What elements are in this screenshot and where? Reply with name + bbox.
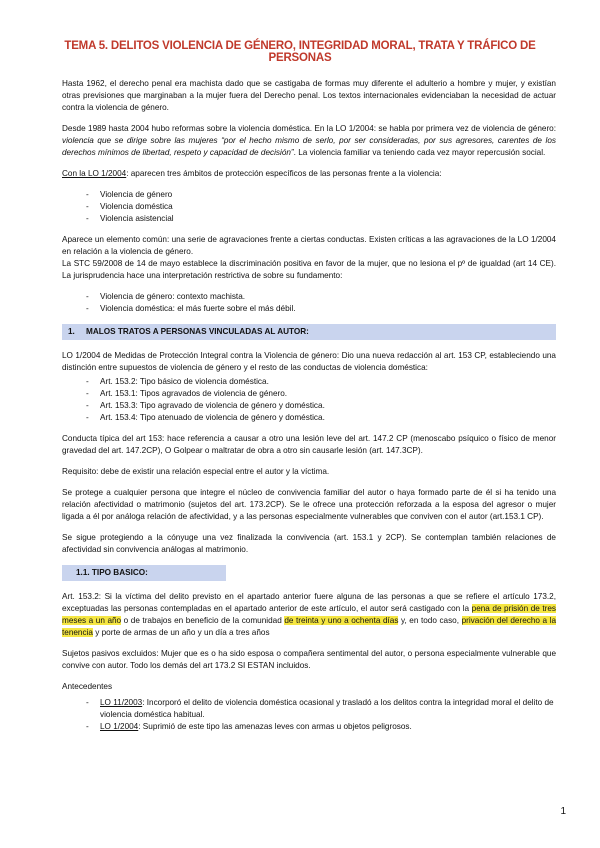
paragraph-conduct: Conducta típica del art 153: hace referencia a causar a otro una lesión leve del art. 147.2 CP (menoscabo psíquico o físico de menor gravedad del art. 147.2CP), O Golpear o maltratar de obra a otro sin causarle lesión (art. 147.3CP). [62, 434, 556, 455]
paragraph-history: Hasta 1962, el derecho penal era machista dado que se castigaba de formas muy diferente el adulterio a hombre y mujer, y existían otras previsiones que marginaban a la mujer fuera del Derecho penal. Los textos internacionales evidenciaban la necesidad de actuar contra la violencia de género. [62, 79, 556, 112]
highlight-deprivation: privación del derecho a la tenencia [62, 616, 557, 637]
text-span: : Suprimió de este tipo las amenazas leves con armas u objetos peligrosos. [138, 722, 412, 731]
paragraph-lo-measures: LO 1/2004 de Medidas de Protección Integral contra la Violencia de género: Dio una nueva redacción al art. 153 CP, estableciendo una distinción entre supuestos de violencia de género y el resto de las conductas de violencia doméstica: [62, 351, 556, 372]
document-body [62, 78, 556, 742]
list-jurisprudence [62, 291, 556, 315]
list-item [86, 721, 556, 733]
list-articles [62, 376, 556, 424]
paragraph-common-element: Aparece un elemento común: una serie de agravaciones frente a ciertas conductas. Existen críticas a las agravaciones de la LO 1/2004 en relación a la violencia de género. [62, 235, 556, 256]
law-reference: LO 11/2003 [100, 698, 143, 707]
paragraph-stc: La STC 59/2008 de 14 de mayo establece la discriminación positiva en favor de la mujer, que no lesiona el pº de igualdad (art 14 CE). La jurisprudencia hace una interpretación restrictiva de sobre su fundamento: [62, 259, 556, 280]
list-item: - Art. 153.4: Tipo atenuado de violencia de género y doméstica. [86, 412, 556, 424]
text-span: y, en todo caso, [398, 616, 462, 625]
list-item: - Violencia de género: contexto machista. [86, 291, 556, 303]
page-number: 1 [560, 806, 566, 817]
section-label: MALOS TRATOS A PERSONAS VINCULADAS AL AUTOR: [86, 327, 309, 336]
text-span: . La violencia familiar va teniendo cada vez mayor repercusión social. [293, 148, 546, 157]
list-item: - Art. 153.3: Tipo agravado de violencia de género y doméstica. [86, 400, 556, 412]
list-item: - Violencia asistencial [86, 213, 556, 225]
list-item: - Violencia doméstica: el más fuerte sobre el más débil. [86, 303, 556, 315]
section-heading-1 [62, 324, 556, 340]
paragraph-lo-2004 [62, 123, 556, 159]
antecedentes-heading: Antecedentes [62, 682, 113, 691]
highlight-penalty: pena de prisión de tres meses a un año [62, 604, 557, 625]
text-span: : Incorporó el delito de violencia doméstica ocasional y trasladó a los delitos contra la integridad moral el delito de violencia doméstica habitual. [100, 698, 554, 719]
list-protection-areas [62, 189, 556, 225]
text-span: Art. 153.2: Si la víctima del delito previsto en el apartado anterior fuere alguna de las personas a que se refiere el artículo 173.2, exceptuadas las personas contempladas en el apartado anterior de este artículo, el autor será castigado con la [62, 592, 556, 613]
quoted-definition: violencia que se dirige sobre las mujeres “por el hecho mismo de serlo, por ser consideradas, por sus agresores, carentes de los derechos mínimos de libertad, respeto y capacidad de decisión” [62, 136, 556, 157]
text-span: : aparecen tres ámbitos de protección específicos de las personas frente a la violencia: [126, 169, 442, 178]
text-span: Desde 1989 hasta 2004 hubo reformas sobre la violencia doméstica. En la LO 1/2004: se habla por primera vez de violencia de género: [62, 124, 556, 133]
paragraph-protection-areas [62, 168, 556, 180]
text-span: y porte de armas de un año y un día a tres años [92, 628, 270, 637]
paragraph-spouse-protection: Se sigue protegiendo a la cónyuge una vez finalizada la convivencia (art. 153.1 y 2CP). Se contemplan también relaciones de afectividad sin convivencia análogas al matrimonio. [62, 533, 556, 554]
list-item [86, 697, 556, 721]
list-item: - Art. 153.1: Tipos agravados de violencia de género. [86, 388, 556, 400]
paragraph-requirement: Requisito: debe de existir una relación especial entre el autor y la víctima. [62, 467, 330, 476]
list-antecedentes [62, 697, 556, 733]
text-span: o de trabajos en beneficio de la comunidad [121, 616, 285, 625]
paragraph-art-153-2 [62, 591, 556, 639]
section-number: 1. [68, 327, 75, 336]
law-reference: LO 1/2004 [100, 722, 139, 731]
list-item: - Violencia de género [86, 189, 556, 201]
list-item: - Art. 153.2: Tipo básico de violencia doméstica. [86, 376, 556, 388]
list-item: - Violencia doméstica [86, 201, 556, 213]
highlight-days: de treinta y uno a ochenta días [284, 616, 399, 625]
paragraph-excluded-subjects: Sujetos pasivos excluidos: Mujer que es o ha sido esposa o compañera sentimental del autor, o persona especialmente vulnerable que convive con autor. Todo los demás del art 173.2 SI ESTAN incluidos. [62, 649, 556, 670]
subsection-heading: 1.1. TIPO BASICO: [62, 565, 226, 581]
document-title: TEMA 5. DELITOS VIOLENCIA DE GÉNERO, INTEGRIDAD MORAL, TRATA Y TRÁFICO DE PERSONAS [64, 40, 536, 64]
law-reference: Con la LO 1/2004 [62, 169, 127, 178]
paragraph-protected-persons: Se protege a cualquier persona que integre el núcleo de convivencia familiar del autor o haya formado parte de él si ha tenido una relación afectividad o matrimonio (sujetos del art. 173.2CP). Se le ofrece una protección reforzada a la esposa del agresor o mujer ligada a él por análoga relación de afectividad, y a las personas especialmente vulnerables que conviven con el autor (art.153.1 CP). [62, 488, 556, 521]
